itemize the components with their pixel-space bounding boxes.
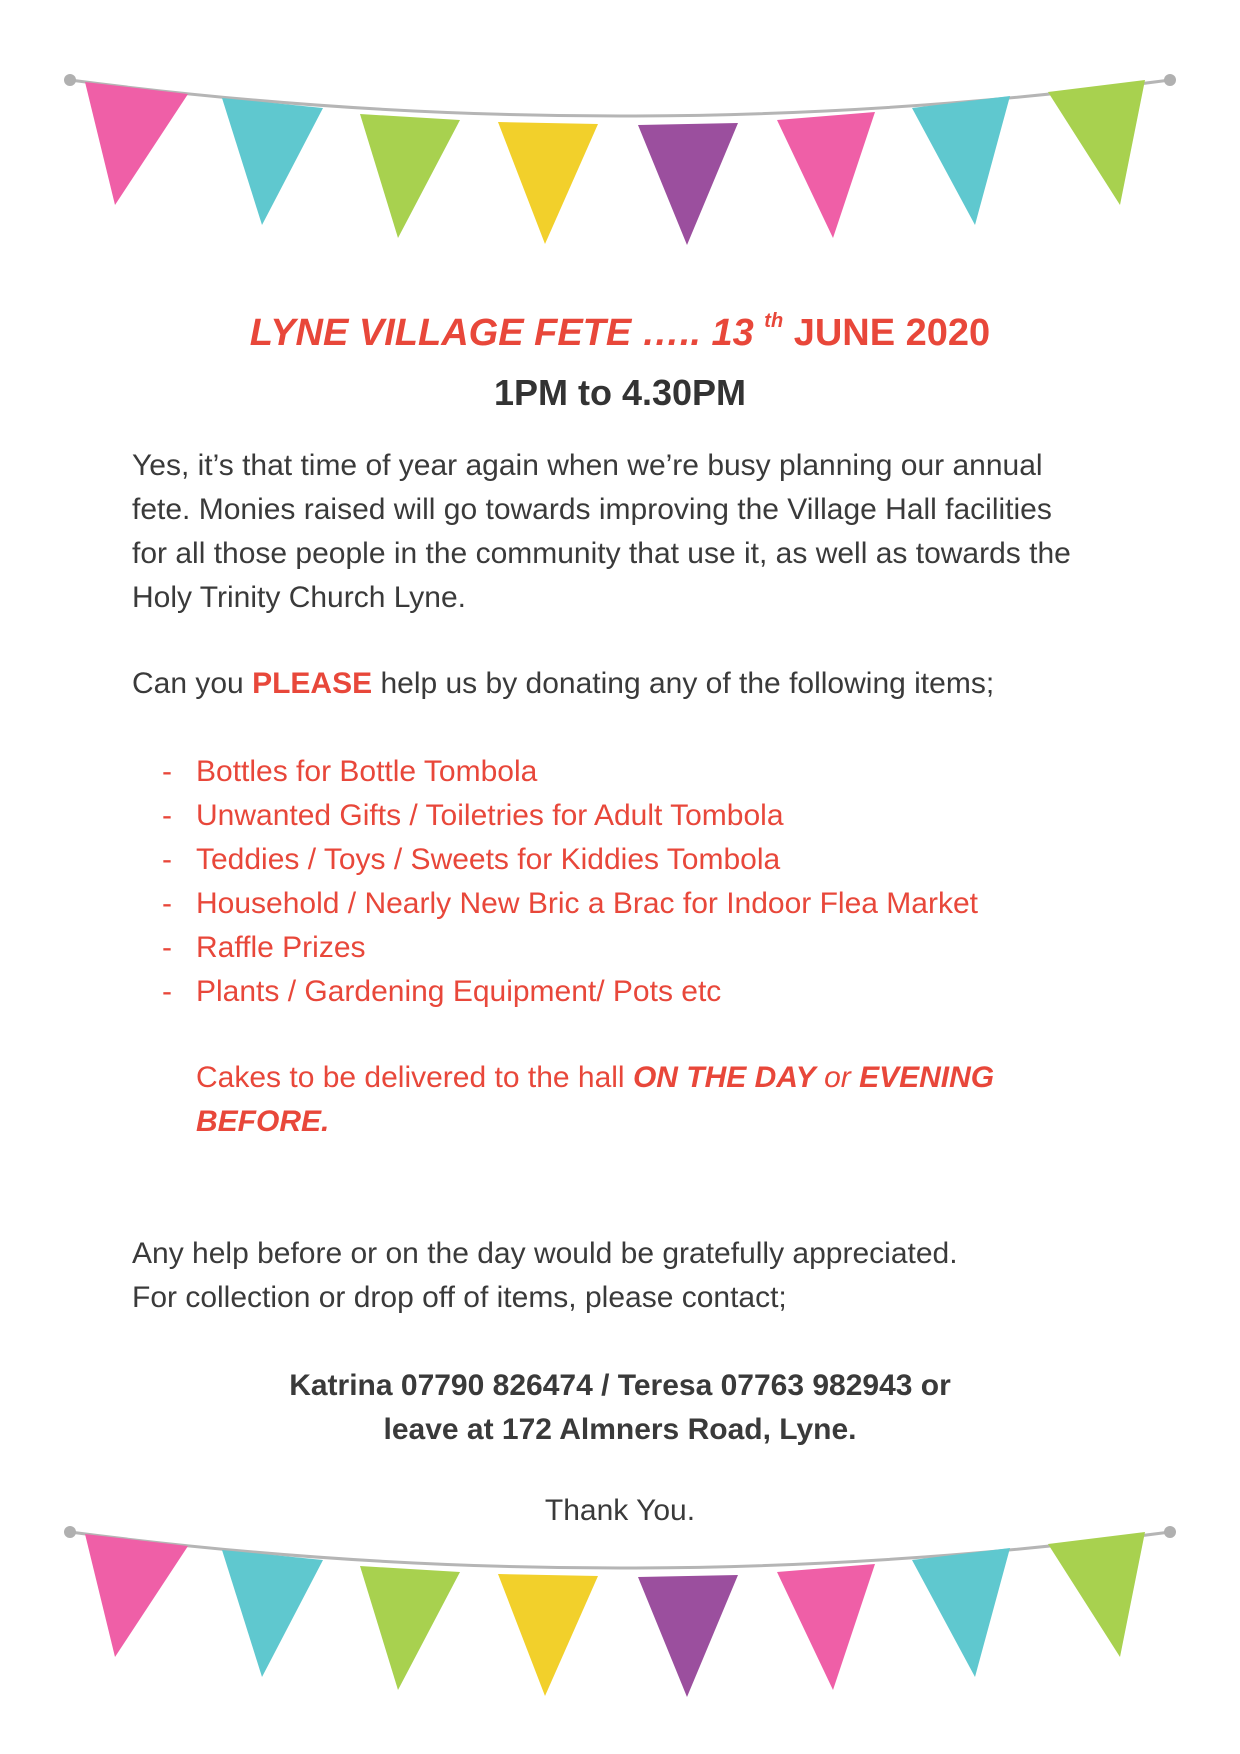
list-item-label: Teddies / Toys / Sweets for Kiddies Tombola (196, 843, 781, 876)
list-bullet: - (162, 799, 172, 832)
bunting-flag (498, 122, 598, 244)
bunting-bottom (0, 1512, 1240, 1712)
list-item (162, 794, 1092, 838)
list-item-label: Unwanted Gifts / Toiletries for Adult Tombola (196, 799, 784, 832)
bunting-flag (777, 112, 875, 238)
bunting-flag (1048, 80, 1145, 205)
bunting-flag (1048, 1532, 1145, 1657)
help-line-1: Any help before or on the day would be gratefully appreciated. (132, 1237, 958, 1270)
title-main: LYNE VILLAGE FETE ….. 13 (249, 312, 765, 354)
list-item (162, 750, 1092, 794)
list-bullet: - (162, 755, 172, 788)
event-time: 1PM to 4.30PM (493, 372, 747, 413)
list-bullet: - (162, 843, 172, 876)
list-item-label: Raffle Prizes (196, 931, 366, 964)
list-item (162, 882, 1092, 926)
list-item (162, 926, 1092, 970)
bunting-flag (638, 123, 738, 245)
request-before: Can you (132, 667, 253, 700)
bunting-flag (360, 114, 460, 238)
request-emphasis: PLEASE (252, 667, 373, 700)
title-superscript: th (764, 310, 784, 332)
bunting-flag (85, 82, 188, 205)
bunting-flag (912, 1548, 1010, 1677)
bunting-flag (498, 1574, 598, 1696)
list-item-label: Plants / Gardening Equipment/ Pots etc (196, 975, 722, 1008)
request-after: help us by donating any of the following items; (372, 667, 995, 700)
cakes-emphasis-evening: EVENING BEFORE. (196, 1061, 995, 1138)
bunting-peg-left (64, 74, 76, 86)
donation-items-list (162, 750, 1092, 1014)
cakes-emphasis-day: ON THE DAY (632, 1061, 816, 1094)
bunting-flag (777, 1564, 875, 1690)
bunting-flag (912, 96, 1010, 225)
list-bullet: - (162, 931, 172, 964)
event-title (0, 312, 1240, 355)
bunting-flag (85, 1534, 188, 1657)
bunting-top (0, 60, 1240, 260)
bunting-peg-right (1164, 74, 1176, 86)
cakes-before: Cakes to be delivered to the hall (196, 1061, 633, 1094)
list-item-label: Household / Nearly New Bric a Brac for Indoor Flea Market (196, 887, 978, 920)
donation-request (132, 662, 1092, 706)
contact-details (0, 1364, 1240, 1452)
cakes-notice (196, 1056, 1076, 1144)
bunting-flag (222, 98, 323, 225)
help-paragraph (132, 1232, 1092, 1320)
title-end: JUNE 2020 (783, 312, 991, 354)
list-bullet: - (162, 975, 172, 1008)
bunting-peg-right (1164, 1526, 1176, 1538)
bunting-flag (638, 1575, 738, 1697)
bunting-peg-left (64, 1526, 76, 1538)
bunting-flag (222, 1550, 323, 1677)
contact-line-1: Katrina 07790 826474 / Teresa 07763 982943 or (289, 1369, 951, 1402)
bunting-flag (360, 1566, 460, 1690)
cakes-or: or (815, 1061, 860, 1094)
intro-paragraph: Yes, it’s that time of year again when we’re busy planning our annual fete. Monies raised will go towards improving the Village Hall facilities for all those people in the community that use it, as well as towards the Holy Trinity Church Lyne. (132, 449, 1071, 614)
list-item-label: Bottles for Bottle Tombola (196, 755, 538, 788)
list-item (162, 838, 1092, 882)
help-line-2: For collection or drop off of items, please contact; (132, 1281, 787, 1314)
list-item (162, 970, 1092, 1014)
thank-you: Thank You. (544, 1494, 696, 1527)
list-bullet: - (162, 887, 172, 920)
contact-line-2: leave at 172 Almners Road, Lyne. (383, 1413, 857, 1446)
